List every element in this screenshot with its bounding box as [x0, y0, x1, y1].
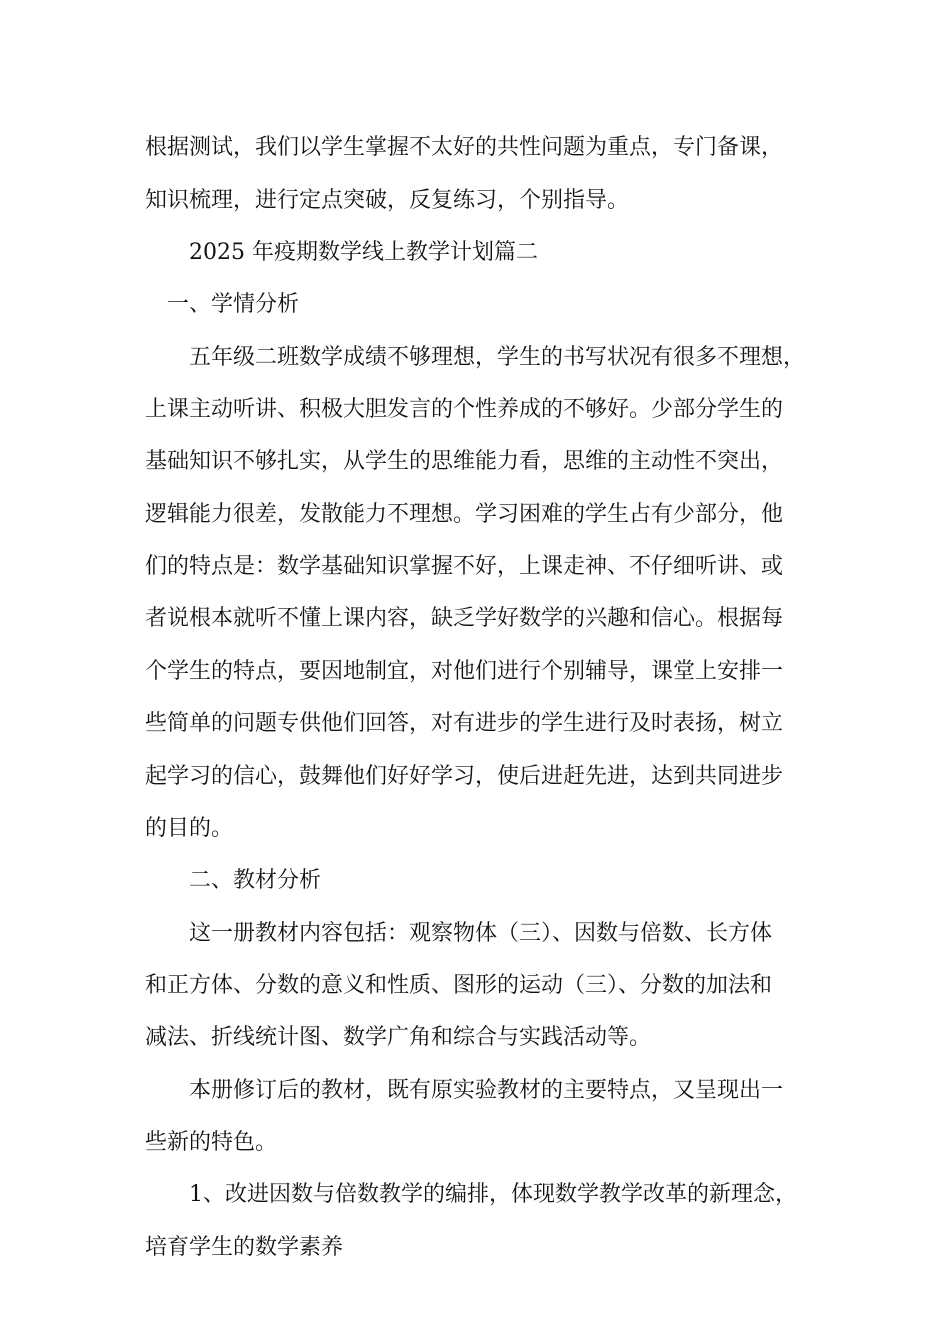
text-line: 1、改进因数与倍数教学的编排，体现数学教学改革的新理念，	[189, 1182, 797, 1207]
section-heading: 一、学情分析	[167, 292, 300, 317]
text-line: 培育学生的数学素养	[145, 1235, 344, 1260]
text-line: 的目的。	[145, 816, 234, 841]
text-line: 根据测试，我们以学生掌握不太好的共性问题为重点，专门备课，	[145, 135, 784, 160]
text-line: 这一册教材内容包括：观察物体（三）、因数与倍数、长方体	[189, 921, 773, 946]
text-line: 些新的特色。	[145, 1130, 278, 1155]
text-line: 上课主动听讲、积极大胆发言的个性养成的不够好。少部分学生的	[145, 397, 784, 422]
text-line: 和正方体、分数的意义和性质、图形的运动（三）、分数的加法和	[145, 973, 773, 998]
text-line: 起学习的信心，鼓舞他们好好学习，使后进赶先进，达到共同进步	[145, 764, 784, 789]
text-line: 本册修订后的教材，既有原实验教材的主要特点，又呈现出一	[189, 1078, 784, 1103]
text-line: 者说根本就听不懂上课内容，缺乏学好数学的兴趣和信心。根据每	[145, 606, 784, 631]
text-line: 些简单的问题专供他们回答，对有进步的学生进行及时表扬，树立	[145, 711, 784, 736]
text-line: 基础知识不够扎实，从学生的思维能力看，思维的主动性不突出，	[145, 449, 784, 474]
text-line: 逻辑能力很差，发散能力不理想。学习困难的学生占有少部分，他	[145, 502, 784, 527]
text-line: 五年级二班数学成绩不够理想，学生的书写状况有很多不理想，	[189, 345, 806, 370]
section-title: 2025 年疫期数学线上教学计划篇二	[189, 240, 538, 265]
text-line: 减法、折线统计图、数学广角和综合与实践活动等。	[145, 1025, 652, 1050]
section-heading: 二、教材分析	[189, 868, 322, 893]
text-line: 们的特点是：数学基础知识掌握不好，上课走神、不仔细听讲、或	[145, 554, 784, 579]
text-line: 个学生的特点，要因地制宜，对他们进行个别辅导，课堂上安排一	[145, 659, 784, 684]
text-line: 知识梳理，进行定点突破，反复练习，个别指导。	[145, 188, 630, 213]
